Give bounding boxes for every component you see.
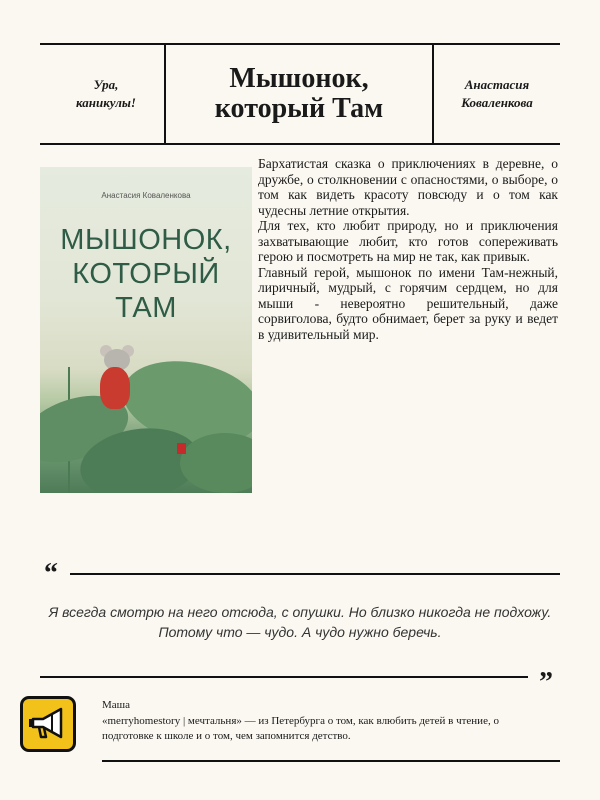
quote-open-mark: “	[44, 558, 58, 589]
publisher-logo	[177, 443, 186, 454]
page-title	[166, 45, 432, 143]
header-rule-bottom	[40, 143, 560, 145]
book-author	[436, 45, 558, 143]
cover-title-line2: КОТОРЫЙ	[72, 258, 220, 290]
section-label-line1: Ура,	[93, 77, 119, 92]
leaf-shape	[180, 433, 252, 493]
quote-rule-bottom	[40, 676, 528, 678]
cover-title-line1: МЫШОНОК,	[60, 224, 232, 256]
description-paragraph: Главный герой, мышонок по имени Там-нежный, лиричный, мудрый, с горячим сердцем, но для мыши - невероятно решительный, даже сорвиголова, будто обнимает, берет за руку и ведет в удивительный мир.	[258, 264, 558, 342]
cover-author: Анастасия Коваленкова	[101, 191, 191, 200]
footer-rule	[102, 760, 560, 762]
author-description: «merryhomestory | мечтальня» — из Петербурга о том, как влюбить детей в чтение, о подготовке к школе и о том, чем запомнится детство.	[102, 715, 499, 742]
book-author-line1: Анастасия	[464, 77, 530, 92]
megaphone-badge	[20, 696, 76, 752]
book-quote: Я всегда смотрю на него отсюда, с опушки. Но близко никогда не подхожу. Потому что — чудо. А чудо нужно беречь.	[48, 604, 552, 640]
book-cover	[40, 167, 252, 493]
mouse-jacket	[100, 367, 130, 409]
page-title-line1: Мышонок,	[229, 63, 369, 94]
cover-title	[40, 223, 252, 325]
section-label-line2: каникулы!	[76, 95, 136, 110]
description-paragraph: Бархатистая сказка о приключениях в деревне, о дружбе, о столкновении с опасностями, о выборе, о том как видеть красоту повсюду и о том как чудесны летние открытия.	[258, 156, 558, 218]
author-name: Маша	[102, 699, 131, 711]
megaphone-icon	[27, 705, 69, 743]
page-title-line2: который Там	[214, 93, 384, 124]
book-author-line2: Коваленкова	[461, 95, 533, 110]
cover-title-line3: ТАМ	[115, 292, 177, 324]
quote-close-mark: ”	[539, 667, 553, 698]
section-label	[60, 45, 152, 143]
book-description	[258, 156, 558, 342]
description-paragraph: Для тех, кто любит природу, но и приключения захватывающие любит, кто готов сопереживать герою и посмотреть на мир не так, как привык.	[258, 218, 558, 264]
quote-rule-top	[70, 573, 560, 575]
header-divider-right	[432, 43, 434, 143]
